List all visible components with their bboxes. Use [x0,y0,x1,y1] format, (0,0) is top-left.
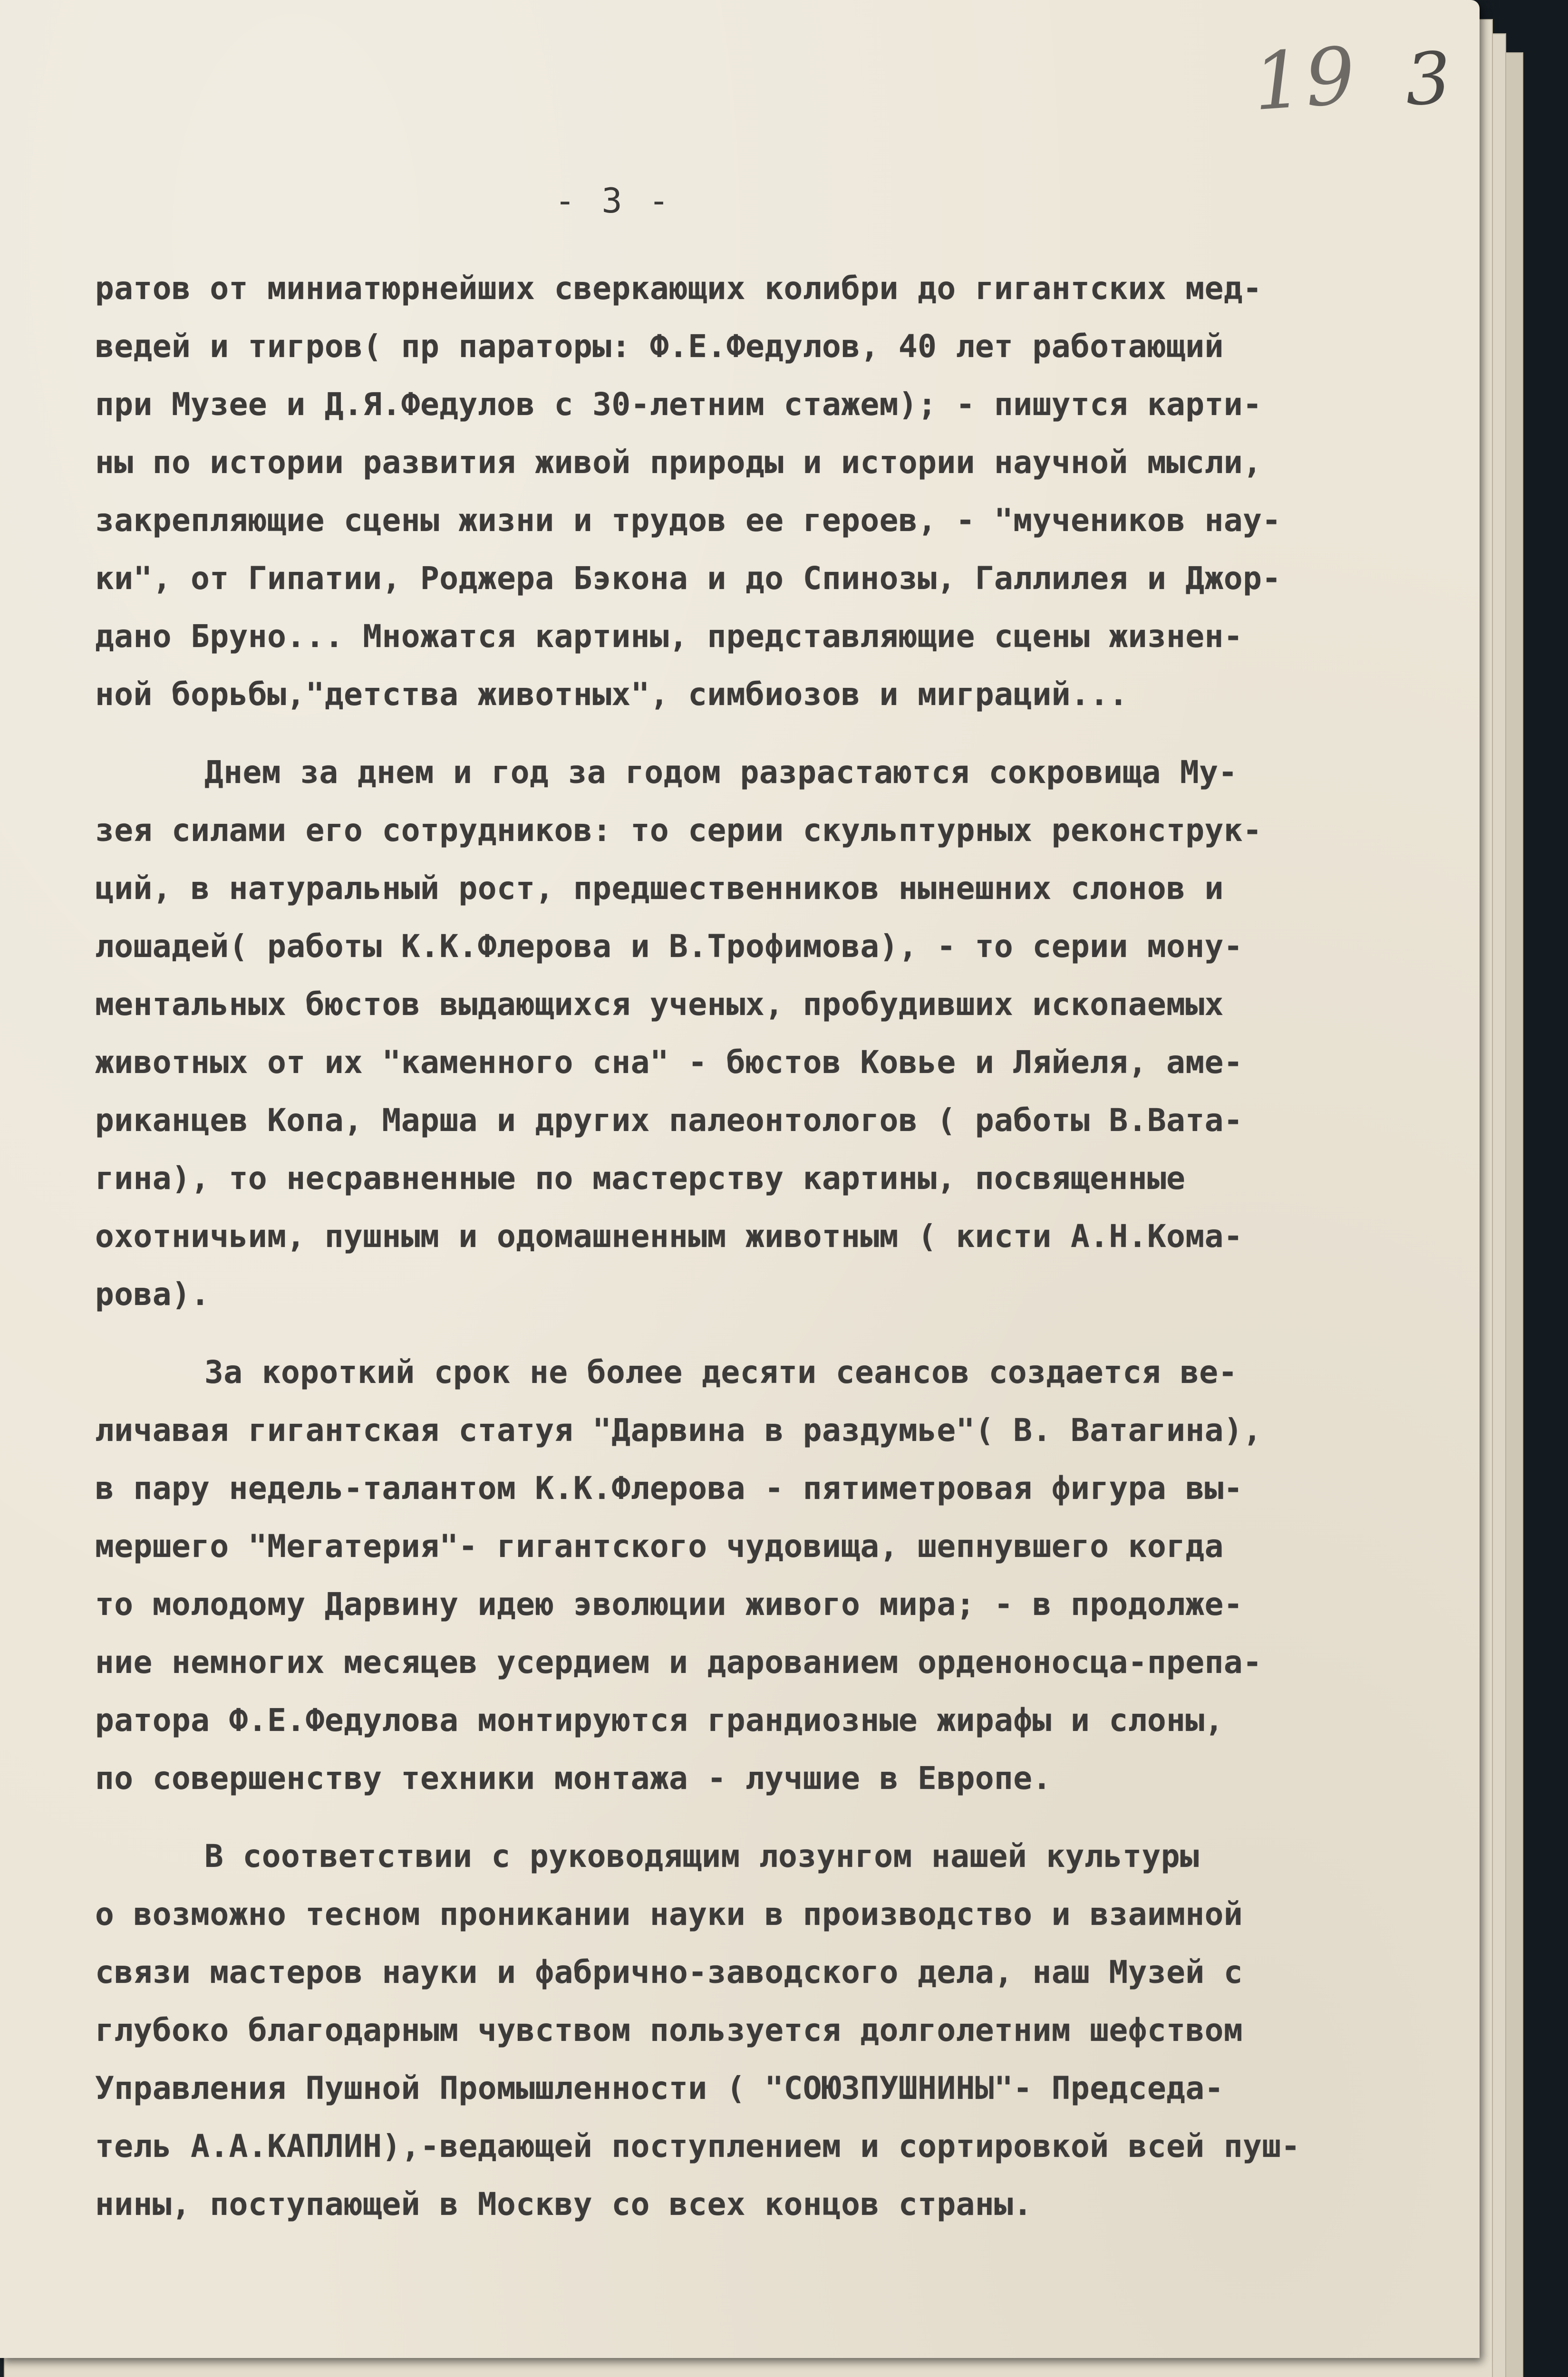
text-line: Днем за днем и год за годом разрастаются сокровища Му- [204,754,1238,791]
text-line: закрепляющие сцены жизни и трудов ее героев, - "мучеников нау- [95,502,1281,539]
text-line: зея силами его сотрудников: то серии скульптурных реконструк- [95,812,1262,849]
text-line: о возможно тесном проникании науки в производство и взаимной [95,1896,1243,1933]
text-line: нины, поступающей в Москву со всех концов страны. [95,2186,1033,2222]
text-line: ментальных бюстов выдающихся ученых, пробудивших ископаемых [95,986,1224,1023]
text-line: животных от их "каменного сна" - бюстов Ковье и Ляйеля, аме- [95,1044,1243,1081]
text-line: дано Бруно... Множатся картины, представляющие сцены жизнен- [95,618,1243,655]
paragraph [95,1343,1407,1807]
text-line: ратов от миниатюрнейших сверкающих колибри до гигантских мед- [95,270,1262,307]
ink-folio-number: 3 [1403,37,1453,122]
text-line: глубоко благодарным чувством пользуется долголетним шефством [95,2012,1243,2048]
text-line: в пару недель-талантом К.К.Флерова - пятиметровая фигура вы- [95,1470,1243,1507]
text-line: рова). [95,1276,210,1313]
text-line: охотничьим, пушным и одомашненным животным ( кисти А.Н.Кома- [95,1218,1243,1255]
text-line: при Музее и Д.Я.Федулов с 30-летним стажем); - пишутся карти- [95,386,1262,423]
text-line: ной борьбы,"детства животных", симбиозов и миграций... [95,676,1128,713]
text-line: по совершенству техники монтажа - лучшие в Европе. [95,1760,1052,1797]
pencil-folio-number: 19 [1250,29,1360,128]
text-line: ций, в натуральный рост, предшественников нынешних слонов и [95,870,1224,907]
text-line: то молодому Дарвину идею эволюции живого мира; - в продолже- [95,1586,1243,1623]
text-line: лошадей( работы К.К.Флерова и В.Трофимова), - то серии монy- [95,928,1243,965]
text-line: риканцев Копа, Марша и других палеонтологов ( работы В.Вата- [95,1102,1243,1139]
paragraph [95,744,1407,1324]
text-line: ние немногих месяцев усердием и дарованием орденоносца-препа- [95,1644,1262,1681]
text-line: ны по истории развития живой природы и истории научной мысли, [95,444,1262,481]
text-line: За короткий срок не более десяти сеансов создается ве- [204,1354,1238,1391]
paragraph [95,1827,1407,2233]
page-number: - 3 - [554,181,672,221]
text-line: личавая гигантская статуя "Дарвина в раздумье"( В. Ватагина), [95,1412,1262,1449]
text-line: Управления Пушной Промышленности ( "СОЮЗПУШНИНЫ"- Председа- [95,2070,1224,2106]
text-line: ратора Ф.Е.Федулова монтируются грандиозные жирафы и слоны, [95,1702,1224,1739]
text-line: тель А.А.КАПЛИН),-ведающей поступлением и сортировкой всей пуш- [95,2128,1300,2164]
text-line: гина), то несравненные по мастерству картины, посвященные [95,1160,1186,1197]
text-line: мершего "Мегатерия"- гигантского чудовища, шепнувшего когда [95,1528,1224,1565]
paragraph [95,260,1407,724]
text-line: связи мастеров науки и фабрично-заводского дела, наш Музей с [95,1954,1243,1990]
text-line: ведей и тигров( пр параторы: Ф.Е.Федулов, 40 лет работающий [95,328,1224,365]
typescript-body [95,260,1407,2253]
text-line: В соответствии с руководящим лозунгом нашей культуры [204,1838,1200,1875]
text-line: ки", от Гипатии, Роджера Бэкона и до Спинозы, Галлилея и Джор- [95,560,1281,597]
